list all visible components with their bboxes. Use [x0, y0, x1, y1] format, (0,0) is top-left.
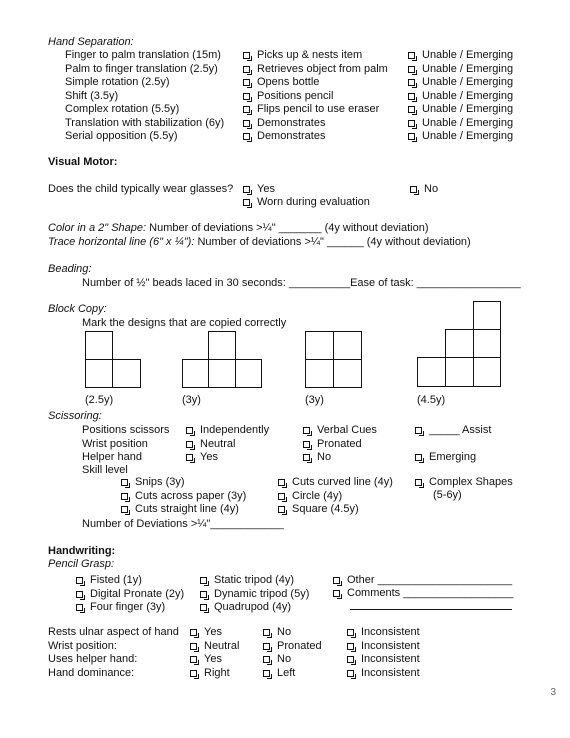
checkbox[interactable] — [121, 506, 128, 513]
scissoring-option-b[interactable]: Verbal Cues — [303, 424, 377, 437]
checkbox[interactable] — [243, 52, 250, 59]
scissoring-option-a[interactable]: Yes — [186, 451, 218, 464]
checkbox[interactable] — [190, 643, 197, 650]
scissoring-option-b[interactable]: Pronated — [303, 438, 362, 451]
handwriting-option-b[interactable]: Pronated — [263, 640, 322, 653]
scissoring-row-label: Helper hand — [82, 451, 142, 463]
block-design-1 — [85, 331, 141, 391]
scissoring-deviations: Number of Deviations >¼"____________ — [82, 518, 284, 530]
scissoring-option-b[interactable]: No — [303, 451, 331, 464]
handwriting-option-b[interactable]: No — [263, 626, 291, 639]
skill-level-option[interactable]: Square (4.5y) — [278, 503, 359, 516]
hand-sep-task-option[interactable]: Picks up & nests item — [243, 49, 362, 62]
checkbox[interactable] — [333, 577, 340, 584]
handwriting-option-c[interactable]: Inconsistent — [347, 667, 420, 680]
hand-sep-task-option[interactable]: Positions pencil — [243, 90, 333, 103]
handwriting-row-label: Wrist position: — [48, 639, 117, 652]
checkbox[interactable] — [303, 441, 310, 448]
trace-line-row: Trace horizontal line (6" x ¼"): Number of deviations >¼" ______ (4y without deviation) — [48, 236, 471, 248]
grasp-other[interactable]: Other ______________________ — [333, 574, 512, 587]
checkbox[interactable] — [347, 629, 354, 636]
skill-complex-shapes-age: (5-6y) — [433, 489, 462, 501]
checkbox[interactable] — [347, 656, 354, 663]
beading-row: Number of ½" beads laced in 30 seconds: __________Ease of task: _________________ — [82, 277, 521, 289]
checkbox[interactable] — [410, 186, 417, 193]
checkbox[interactable] — [76, 604, 83, 611]
skill-complex-shapes[interactable]: Complex Shapes — [415, 476, 513, 489]
checkbox[interactable] — [408, 66, 415, 73]
glasses-question: Does the child typically wear glasses? — [48, 183, 234, 195]
hand-sep-result-option[interactable]: Unable / Emerging — [408, 90, 513, 103]
checkbox[interactable] — [243, 93, 250, 100]
checkbox[interactable] — [263, 670, 270, 677]
grasp-option[interactable]: Quadrupod (4y) — [200, 601, 291, 614]
skill-level-option[interactable]: Circle (4y) — [278, 490, 342, 503]
scissoring-option-c[interactable]: Emerging — [415, 451, 476, 464]
checkbox[interactable] — [243, 133, 250, 140]
checkbox[interactable] — [190, 670, 197, 677]
handwriting-option-a[interactable]: Neutral — [190, 640, 239, 653]
section-title-hand-separation: Hand Separation: — [48, 36, 134, 48]
block-age-2: (3y) — [182, 394, 201, 406]
grasp-option[interactable]: Static tripod (4y) — [200, 574, 294, 587]
hand-sep-skill: Finger to palm translation (15m) — [65, 49, 221, 61]
hand-sep-result-option[interactable]: Unable / Emerging — [408, 49, 513, 62]
section-title-scissoring: Scissoring: — [48, 410, 102, 422]
checkbox[interactable] — [186, 454, 193, 461]
hand-sep-skill: Simple rotation (2.5y) — [65, 76, 170, 88]
hand-sep-task-option[interactable]: Demonstrates — [243, 130, 325, 143]
checkbox[interactable] — [303, 427, 310, 434]
checkbox[interactable] — [263, 656, 270, 663]
scissoring-option-c[interactable]: _____ Assist — [415, 424, 491, 437]
checkbox[interactable] — [243, 199, 250, 206]
checkbox[interactable] — [121, 479, 128, 486]
section-title-block-copy: Block Copy: — [48, 303, 107, 315]
color-shape-row: Color in a 2" Shape: Number of deviations >¼" _______ (4y without deviation) — [48, 222, 429, 234]
scissoring-row-label: Positions scissors — [82, 424, 170, 436]
checkbox[interactable] — [200, 604, 207, 611]
checkbox[interactable] — [415, 479, 422, 486]
handwriting-option-b[interactable]: No — [263, 653, 291, 666]
hand-sep-result-option[interactable]: Unable / Emerging — [408, 76, 513, 89]
checkbox[interactable] — [303, 454, 310, 461]
pencil-grasp-title: Pencil Grasp: — [48, 558, 115, 570]
checkbox[interactable] — [347, 643, 354, 650]
checkbox[interactable] — [333, 590, 340, 597]
section-title-visual-motor: Visual Motor: — [48, 156, 118, 168]
checkbox[interactable] — [408, 133, 415, 140]
hand-sep-task-option[interactable]: Demonstrates — [243, 117, 325, 130]
handwriting-option-a[interactable]: Yes — [190, 626, 222, 639]
checkbox[interactable] — [243, 79, 250, 86]
checkbox[interactable] — [186, 427, 193, 434]
hand-sep-task-option[interactable]: Flips pencil to use eraser — [243, 103, 379, 116]
handwriting-option-a[interactable]: Right — [190, 667, 230, 680]
checkbox[interactable] — [263, 629, 270, 636]
handwriting-option-c[interactable]: Inconsistent — [347, 640, 420, 653]
hand-sep-result-option[interactable]: Unable / Emerging — [408, 117, 513, 130]
skill-level-option[interactable]: Snips (3y) — [121, 476, 185, 489]
grasp-option[interactable]: Four finger (3y) — [76, 601, 165, 614]
hand-sep-task-option[interactable]: Retrieves object from palm — [243, 63, 388, 76]
handwriting-row-label: Rests ulnar aspect of hand — [48, 626, 179, 638]
checkbox[interactable] — [76, 577, 83, 584]
grasp-option[interactable]: Fisted (1y) — [76, 574, 142, 587]
checkbox[interactable] — [186, 441, 193, 448]
checkbox[interactable] — [408, 52, 415, 59]
handwriting-row-label: Hand dominance: — [48, 666, 135, 679]
checkbox[interactable] — [408, 79, 415, 86]
scissoring-row-label: Wrist position — [82, 437, 148, 450]
hand-sep-skill: Complex rotation (5.5y) — [65, 103, 180, 115]
checkbox[interactable] — [408, 93, 415, 100]
page-number: 3 — [550, 687, 556, 698]
block-age-3: (3y) — [305, 394, 324, 406]
hand-sep-result-option[interactable]: Unable / Emerging — [408, 103, 513, 116]
checkbox[interactable] — [408, 106, 415, 113]
comments-extra-line[interactable] — [350, 609, 512, 610]
checkbox[interactable] — [190, 656, 197, 663]
block-design-4 — [417, 301, 501, 391]
hand-sep-skill: Shift (3.5y) — [65, 89, 119, 102]
grasp-comments[interactable]: Comments __________________ — [333, 587, 513, 600]
checkbox[interactable] — [243, 66, 250, 73]
hand-sep-skill: Palm to finger translation (2.5y) — [65, 62, 218, 75]
handwriting-option-c[interactable]: Inconsistent — [347, 653, 420, 666]
checkbox[interactable] — [76, 591, 83, 598]
checkbox[interactable] — [408, 120, 415, 127]
checkbox[interactable] — [243, 106, 250, 113]
checkbox[interactable] — [121, 493, 128, 500]
checkbox[interactable] — [243, 186, 250, 193]
checkbox[interactable] — [190, 629, 197, 636]
glasses-yes-option[interactable]: Yes — [243, 183, 275, 196]
handwriting-option-a[interactable]: Yes — [190, 653, 222, 666]
skill-level-label: Skill level — [82, 464, 128, 476]
hand-sep-skill: Translation with stabilization (6y) — [65, 116, 225, 129]
block-age-1: (2.5y) — [85, 394, 114, 406]
scissoring-option-a[interactable]: Neutral — [186, 438, 235, 451]
skill-level-option[interactable]: Cuts curved line (4y) — [278, 476, 393, 489]
checkbox[interactable] — [200, 577, 207, 584]
scissoring-option-a[interactable]: Independently — [186, 424, 269, 437]
hand-sep-result-option[interactable]: Unable / Emerging — [408, 63, 513, 76]
block-design-2 — [182, 331, 262, 391]
checkbox[interactable] — [278, 479, 285, 486]
section-title-handwriting: Handwriting: — [48, 545, 116, 557]
checkbox[interactable] — [415, 454, 422, 461]
checkbox[interactable] — [243, 120, 250, 127]
block-copy-instruction: Mark the designs that are copied correctly — [82, 317, 287, 329]
hand-sep-skill: Serial opposition (5.5y) — [65, 130, 178, 142]
glasses-worn-option[interactable]: Worn during evaluation — [243, 196, 370, 209]
checkbox[interactable] — [200, 591, 207, 598]
handwriting-option-b[interactable]: Left — [263, 667, 295, 680]
grasp-option[interactable]: Digital Pronate (2y) — [76, 588, 184, 601]
block-age-4: (4.5y) — [417, 394, 446, 406]
hand-sep-result-option[interactable]: Unable / Emerging — [408, 130, 513, 143]
grasp-option[interactable]: Dynamic tripod (5y) — [200, 588, 309, 601]
checkbox[interactable] — [347, 670, 354, 677]
hand-sep-task-option[interactable]: Opens bottle — [243, 76, 319, 89]
glasses-no-option[interactable]: No — [410, 183, 438, 196]
handwriting-row-label: Uses helper hand: — [48, 653, 138, 665]
checkbox[interactable] — [278, 506, 285, 513]
section-title-beading: Beading: — [48, 263, 92, 275]
skill-level-option[interactable]: Cuts straight line (4y) — [121, 503, 239, 516]
block-design-3 — [305, 331, 362, 391]
checkbox[interactable] — [263, 643, 270, 650]
checkbox[interactable] — [415, 427, 422, 434]
handwriting-option-c[interactable]: Inconsistent — [347, 626, 420, 639]
checkbox[interactable] — [278, 493, 285, 500]
skill-level-option[interactable]: Cuts across paper (3y) — [121, 490, 246, 503]
